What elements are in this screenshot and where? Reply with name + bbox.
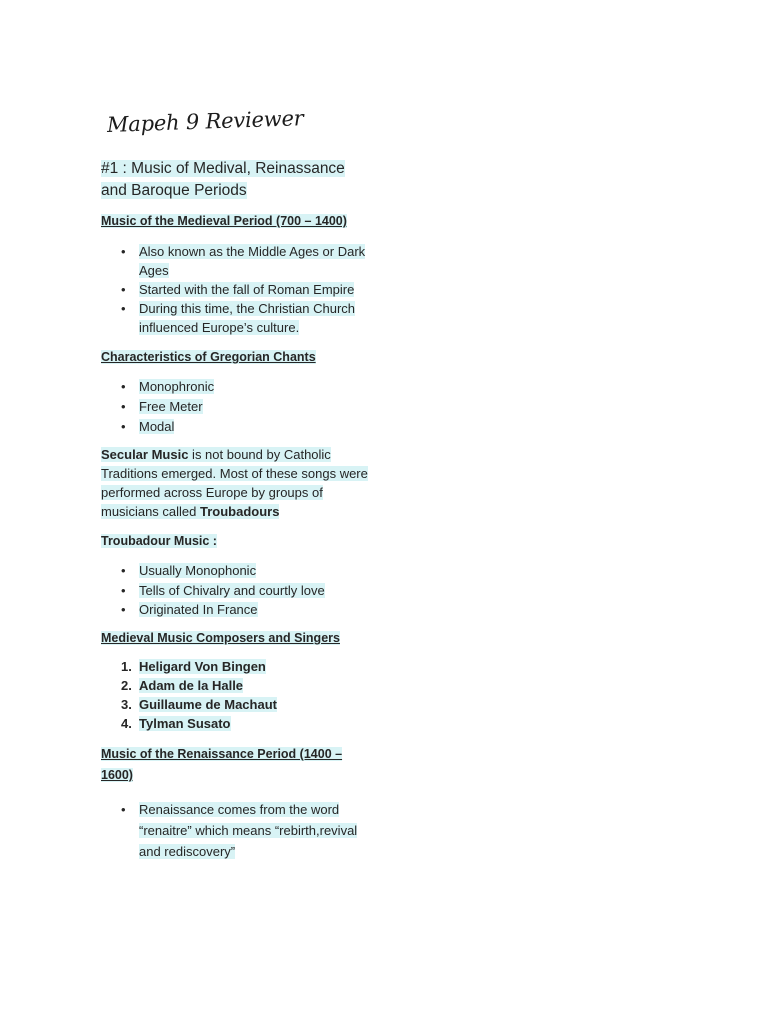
list-item-text: Renaissance comes from the word “renaitre” which means “rebirth,revival and rediscovery” xyxy=(139,802,358,859)
list-item xyxy=(101,600,381,620)
list-item-text: Free Meter xyxy=(139,399,203,414)
composers-heading xyxy=(101,628,340,648)
troubadour-heading xyxy=(101,531,217,551)
list-item xyxy=(101,397,381,417)
list-item xyxy=(101,695,381,714)
list-item xyxy=(101,714,381,733)
list-item xyxy=(101,280,381,299)
renaissance-heading xyxy=(101,744,361,786)
list-item xyxy=(101,299,381,337)
list-item xyxy=(101,581,381,601)
medieval-heading-text: Music of the Medieval Period (700 – 1400) xyxy=(101,214,347,228)
main-heading-text: #1 : Music of Medival, Reinassance and Baroque Periods xyxy=(101,160,345,199)
list-item-text: Usually Monophonic xyxy=(139,563,257,578)
gregorian-list xyxy=(101,377,381,437)
list-number: 3. xyxy=(121,697,132,712)
list-item-text: During this time, the Christian Church influenced Europe’s culture. xyxy=(139,301,356,335)
document-title: Mapeh 9 Reviewer xyxy=(106,106,304,137)
list-item-text: Tylman Susato xyxy=(139,716,231,731)
list-item-text: Heligard Von Bingen xyxy=(139,659,266,674)
medieval-heading xyxy=(101,211,347,231)
list-item-text: Adam de la Halle xyxy=(139,678,244,693)
composers-list xyxy=(101,657,381,733)
composers-heading-text: Medieval Music Composers and Singers xyxy=(101,631,340,645)
list-item-text: Also known as the Middle Ages or Dark Ages xyxy=(139,244,366,278)
renaissance-heading-text: Music of the Renaissance Period (1400 – 1600) xyxy=(101,747,343,782)
gregorian-heading xyxy=(101,347,316,367)
list-item xyxy=(101,657,381,676)
secular-lead: Secular Music xyxy=(101,447,189,462)
secular-text: is not bound by Catholic Traditions emerged. Most of these songs were performed across Europe by groups of musicians called xyxy=(101,447,368,519)
troubadour-heading-text: Troubadour Music : xyxy=(101,534,217,548)
gregorian-heading-text: Characteristics of Gregorian Chants xyxy=(101,350,316,364)
renaissance-list xyxy=(101,799,361,862)
list-number: 2. xyxy=(121,678,132,693)
list-number: 4. xyxy=(121,716,132,731)
list-item xyxy=(101,377,381,397)
list-item-text: Modal xyxy=(139,419,175,434)
list-number: 1. xyxy=(121,659,132,674)
list-item-text: Originated In France xyxy=(139,602,258,617)
secular-tail: Troubadours xyxy=(200,504,280,519)
list-item-text: Guillaume de Machaut xyxy=(139,697,277,712)
list-item xyxy=(101,242,381,280)
medieval-list xyxy=(101,242,381,337)
list-item-text: Monophronic xyxy=(139,379,215,394)
list-item-text: Started with the fall of Roman Empire xyxy=(139,282,355,297)
list-item xyxy=(101,561,381,581)
troubadour-list xyxy=(101,561,381,620)
main-heading xyxy=(101,158,361,202)
list-item-text: Tells of Chivalry and courtly love xyxy=(139,582,325,598)
list-item xyxy=(101,799,361,862)
list-item xyxy=(101,417,381,437)
list-item xyxy=(101,676,381,695)
secular-paragraph xyxy=(101,445,371,521)
